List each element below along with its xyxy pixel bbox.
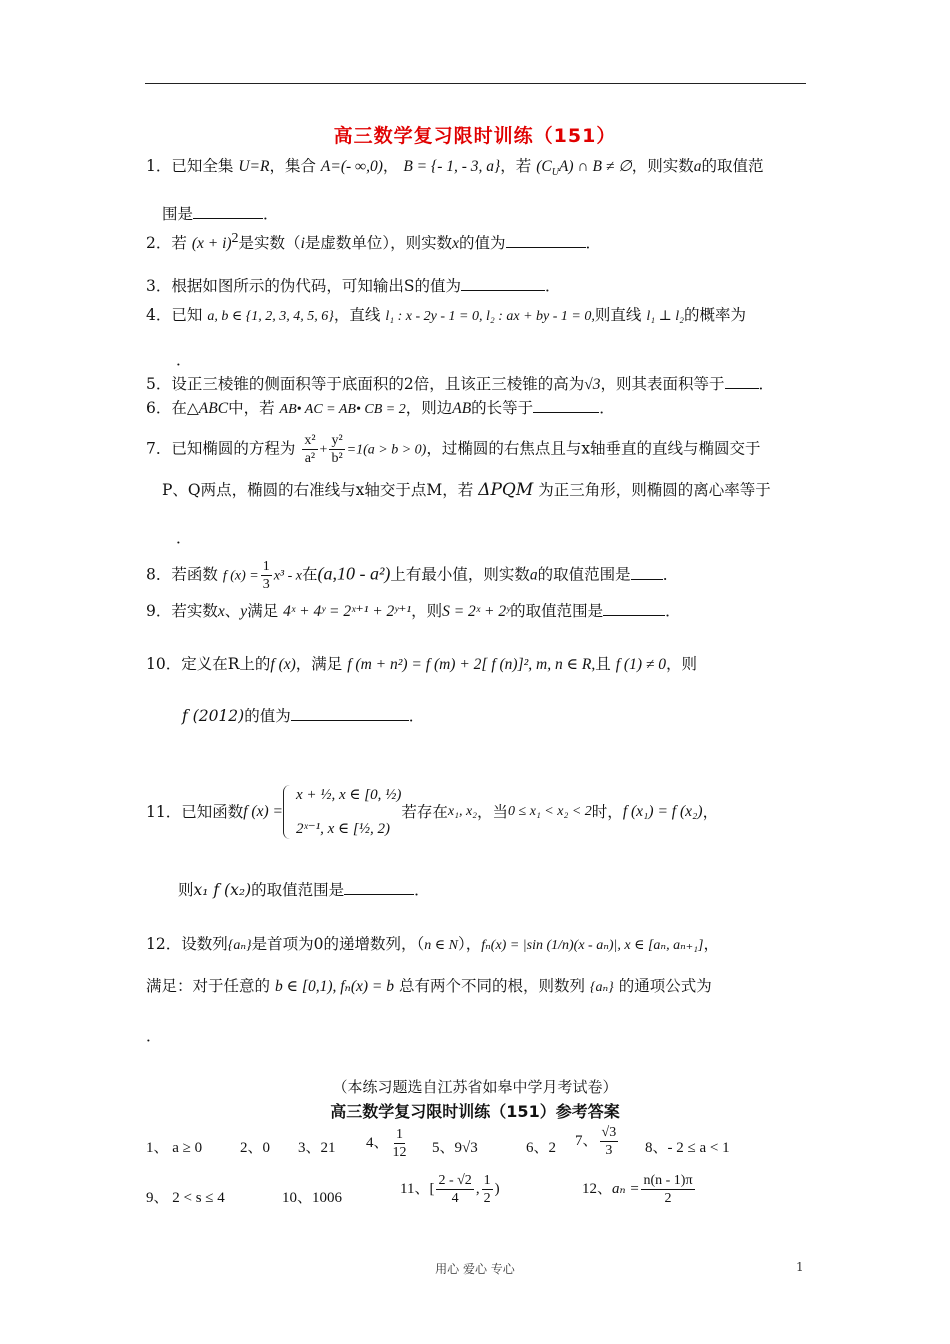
question-3: 3．根据如图所示的伪代码，可知输出S的值为 ． (146, 277, 561, 295)
answer-2: 2、0 (240, 1140, 271, 1156)
question-12-blank: ． (146, 1027, 162, 1045)
answer-8: 8、- 2 ≤ a < 1 (645, 1140, 730, 1156)
question-7-blank: ． (176, 529, 192, 547)
question-8: 8．若函数 f (x) = $\frac{1}{3}$ x³ - x在(a,10 - a²)上有最小值，则实数a的取值范围是 ． (146, 559, 679, 592)
answer-9: 9、 2 < s ≤ 4 (146, 1190, 225, 1206)
answer-5: 5、9√3 (432, 1140, 478, 1156)
fraction: $\frac{1}{3}$ (262, 559, 270, 592)
page-title: 高三数学复习限时训练（151） (333, 125, 617, 147)
question-12: 12．设数列{aₙ}是首项为0的递增数列，（n ∈ N），fₙ(x) = |sin (1/n)(x - aₙ)|, x ∈ [aₙ, aₙ₊₁]， (146, 935, 719, 953)
question-12-cont: 满足：对于任意的 b ∈ [0,1), fₙ(x) = b 总有两个不同的根，则数列 {aₙ} 的通项公式为 (146, 977, 712, 995)
question-7: 7．已知椭圆的方程为 $\frac{\text{x²}}{\text{a²}}$ + $\frac{\text{y²}}{\text{b²}}$ =1(a > b > 0)，过椭圆的右焦点且与x轴垂直的直线与椭圆交于 (146, 433, 761, 466)
question-10: 10．定义在R上的f (x)，满足 f (m + n²) = f (m) + 2[ f (n)]², m, n ∈ R,且 f (1) ≠ 0，则 (146, 655, 698, 673)
question-2: 2．若 $(x + i)^2$是实数（i是虚数单位），则实数x的值为 ． (146, 231, 602, 253)
question-7-cont: P、Q两点，椭圆的右准线与x轴交于点M，若 ΔPQM 为正三角形，则椭圆的离心率等于 (162, 480, 771, 500)
answer-7: 7、 $\frac{√3}{3}$ (575, 1125, 617, 1158)
question-9: 9．若实数x、y满足 4ˣ + 4ʸ = 2ˣ⁺¹ + 2ʸ⁺¹，则S = 2ˣ + 2ʸ的取值范围是 ． (146, 602, 681, 620)
question-1: 1．已知全集 U=R，集合 A=(- ∞,0)， B = {- 1, - 3, a}，若 $(C_UA)$ ∩ B ≠ ∅，则实数a的取值范 (146, 157, 764, 179)
answer-3: 3、21 (298, 1140, 336, 1156)
answer-1: 1、 a ≥ 0 (146, 1140, 203, 1156)
question-4: 4．已知 a, b ∈ {1, 2, 3, 4, 5, 6}，直线 l₁ : x - 2y - 1 = 0, l₂ : ax + by - 1 = 0,则直线 l₁ ⊥ l₂的概率为 (146, 306, 747, 324)
question-6: 6．在△ABC中，若 AB• AC = AB• CB = 2，则边AB的长等于 ． (146, 399, 615, 417)
piecewise-function: x + ½, x ∈ [0, ½) 2ˣ⁻¹, x ∈ [½, 2) (283, 785, 401, 839)
question-10-cont: f (2012)的值为 ． (182, 707, 425, 725)
question-4-blank: ． (176, 351, 192, 369)
answer-10: 10、1006 (282, 1190, 343, 1206)
footer-text: 用心 爱心 专心 (435, 1262, 515, 1276)
answer-11: 11、[ $\frac{2 - √2}{4}$ , $\frac{1}{2}$ ) (400, 1173, 500, 1206)
source-note: （本练习题选自江苏省如皋中学月考试卷） (332, 1078, 618, 1096)
question-1-cont: 围是 ． (162, 205, 279, 223)
question-11: 11． 已知函数 f (x) = x + ½, x ∈ [0, ½) 2ˣ⁻¹, x ∈ [½, 2) 若存在 x₁, x₂ ，当 0 ≤ x₁ < x₂ < 2 时， f (x₁) = f (x₂) ， (146, 787, 719, 837)
page-number: 1 (796, 1260, 804, 1274)
fraction: $\frac{\text{y²}}{\text{b²}}$ (331, 433, 343, 466)
answer-12: 12、aₙ = $\frac{n(n - 1)\pi}{2}$ (582, 1173, 693, 1206)
fraction: $\frac{\text{x²}}{\text{a²}}$ (304, 433, 316, 466)
question-11-cont: 则x₁ f (x₂)的取值范围是 ． (178, 881, 430, 899)
header-rule (145, 83, 806, 84)
answer-6: 6、2 (526, 1140, 557, 1156)
answers-title: 高三数学复习限时训练（151）参考答案 (330, 1102, 620, 1121)
question-5: 5．设正三棱锥的侧面积等于底面积的2倍，且该正三棱锥的高为√3，则其表面积等于 ． (146, 375, 775, 393)
answer-4: 4、 $\frac{1}{12}$ (366, 1127, 407, 1160)
